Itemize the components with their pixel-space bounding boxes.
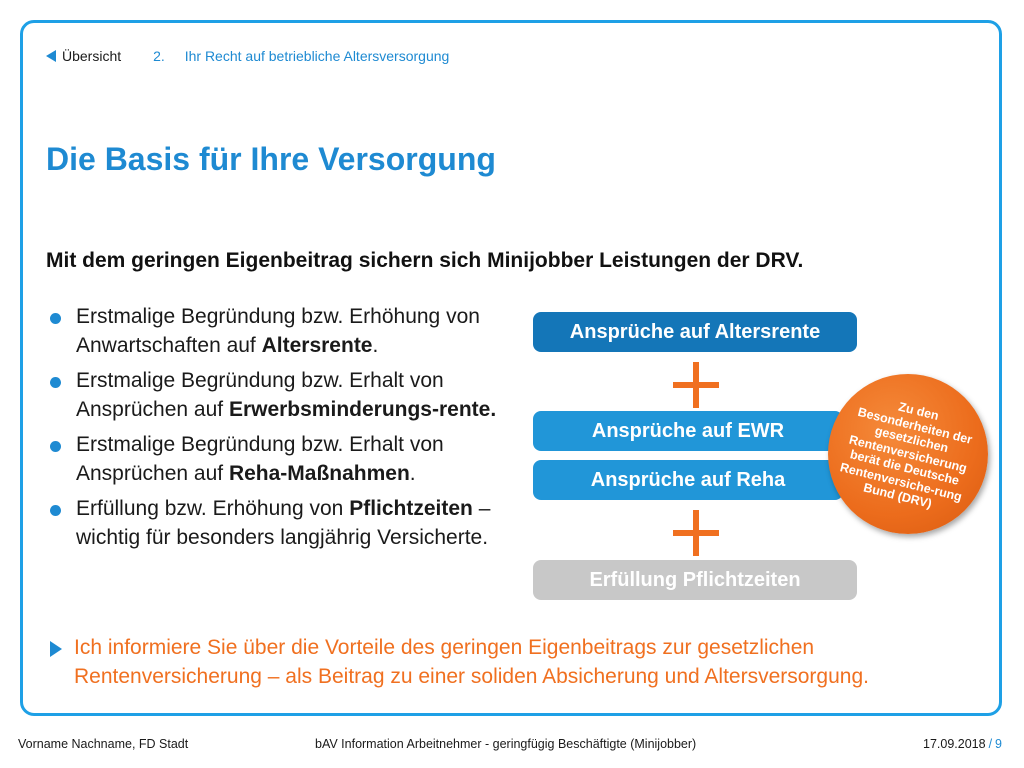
bullet-text-end: . — [409, 462, 416, 485]
page-number: 9 — [995, 737, 1002, 751]
bullet-item-altersrente — [46, 302, 506, 360]
breadcrumb[interactable] — [153, 48, 449, 64]
bullet-dot-icon — [50, 441, 61, 452]
bullet-text-end: . — [372, 334, 379, 357]
navigation-bar — [46, 48, 449, 64]
overview-label: Übersicht — [62, 48, 122, 64]
bullet-bold-text: Reha-Maßnahmen — [228, 462, 410, 485]
overview-back-link[interactable] — [46, 48, 121, 64]
callout-text — [46, 633, 996, 691]
bullet-bold-text: Altersrente — [261, 334, 373, 357]
bullet-text: Erstmalige Begründung bzw. Erhalt von Ansprüchen auf — [76, 369, 444, 421]
bullet-dot-icon — [50, 505, 61, 516]
bar-altersrente: Ansprüche auf Altersrente — [533, 312, 857, 352]
bullet-item-pflichtzeiten — [46, 494, 506, 552]
drv-info-text: Zu den Besonderheiten der gesetzlichen Rentenversicherung berät die Deutsche Rentenversiche-rung Bund (DRV) — [838, 399, 974, 512]
callout-body: Ich informiere Sie über die Vorteile des geringen Eigenbeitrags zur gesetzlichen Rentenversicherung – als Beitrag zu einer soliden Absicherung und Altersversorgung. — [74, 636, 869, 688]
footer-separator: / — [988, 737, 993, 751]
breadcrumb-text: Ihr Recht auf betriebliche Altersversorgung — [184, 48, 450, 64]
bar-ewr: Ansprüche auf EWR — [533, 411, 843, 451]
arrow-marker-icon — [50, 641, 62, 657]
bullet-text: Erfüllung bzw. Erhöhung von — [76, 497, 350, 520]
drv-info-badge — [828, 374, 988, 534]
bullet-item-erwerbsminderung — [46, 366, 506, 424]
plus-icon — [673, 510, 719, 556]
footer-title: bAV Information Arbeitnehmer - geringfügig Beschäftigte (Minijobber) — [315, 737, 697, 751]
bullet-text: Erstmalige Begründung bzw. Erhalt von Ansprüchen auf — [76, 433, 444, 485]
footer-date: 17.09.2018 — [923, 737, 986, 751]
bullet-bold-text: Pflichtzeiten — [349, 497, 473, 520]
bullet-item-reha — [46, 430, 506, 488]
bullet-bold-text: Erwerbsminderungs-rente. — [228, 398, 497, 421]
bullet-dot-icon — [50, 377, 61, 388]
bullet-dot-icon — [50, 313, 61, 324]
breadcrumb-number: 2. — [153, 48, 165, 64]
bullet-text: Erstmalige Begründung bzw. Erhöhung von Anwartschaften auf — [76, 305, 480, 357]
plus-icon — [673, 362, 719, 408]
back-arrow-icon — [46, 50, 56, 62]
page-subtitle: Mit dem geringen Eigenbeitrag sichern sich Minijobber Leistungen der DRV. — [46, 249, 804, 272]
footer-author: Vorname Nachname, FD Stadt — [18, 737, 189, 751]
bullet-text-end: – wichtig für besonders langjährig Versicherte. — [76, 497, 491, 549]
footer-date-page — [923, 737, 1002, 751]
bar-pflichtzeiten: Erfüllung Pflichtzeiten — [533, 560, 857, 600]
page-title: Die Basis für Ihre Versorgung — [46, 141, 496, 177]
bullet-list — [46, 302, 506, 558]
bar-reha: Ansprüche auf Reha — [533, 460, 843, 500]
